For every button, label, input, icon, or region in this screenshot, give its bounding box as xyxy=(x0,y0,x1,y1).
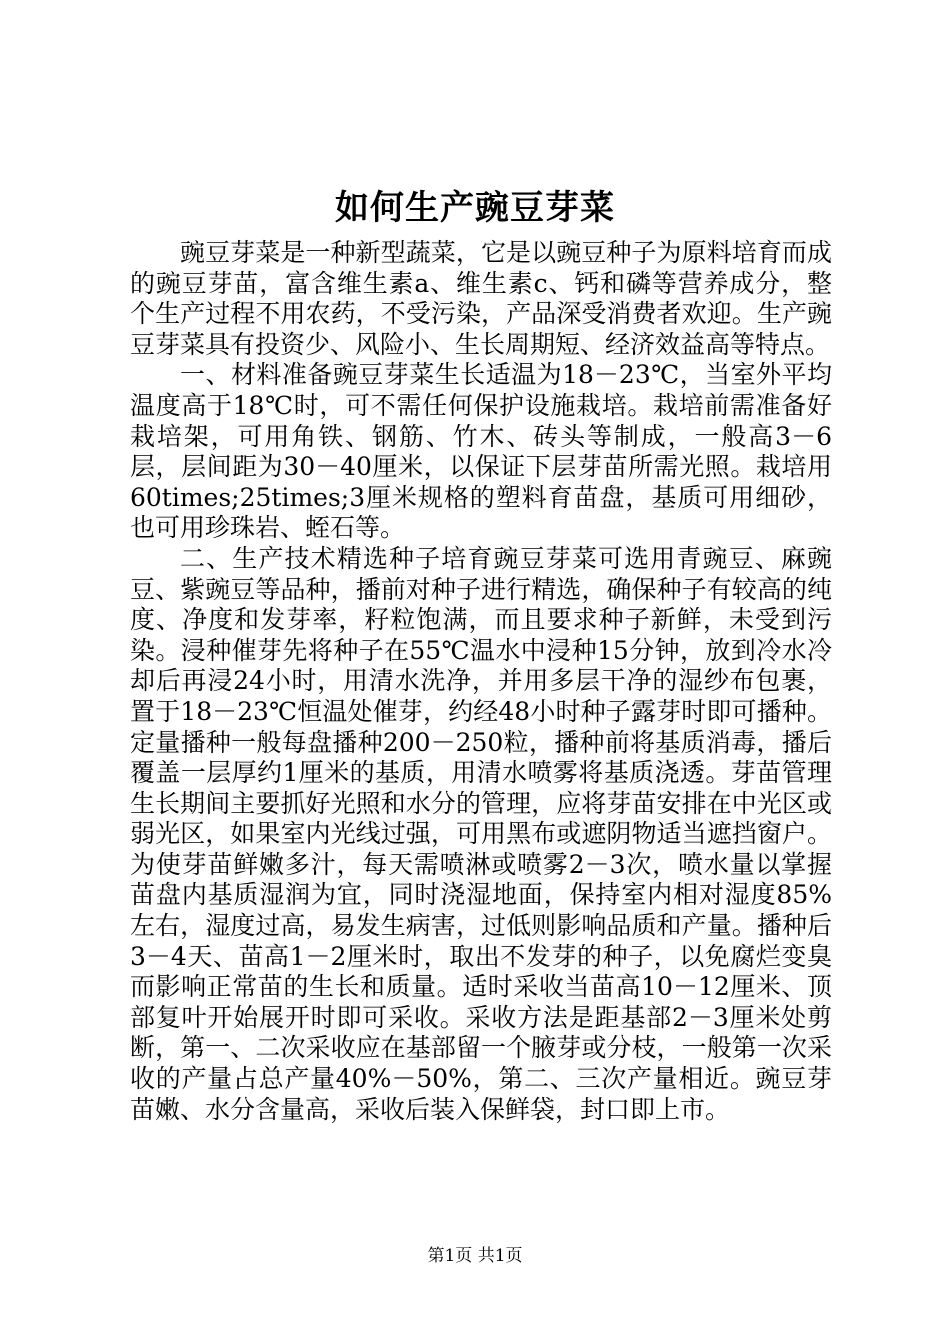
document-title: 如何生产豌豆芽菜 xyxy=(335,188,615,228)
document-body xyxy=(130,238,832,1125)
page-footer: 第1页 共1页 xyxy=(427,1246,523,1266)
paragraph-techniques: 二、生产技术精选种子培育豌豆芽菜可选用青豌豆、麻豌豆、紫豌豆等品种，播前对种子进行精选，确保种子有较高的纯度、净度和发芽率，籽粒饱满，而且要求种子新鲜，未受到污染。浸种催芽先将种子在55℃温水中浸种15分钟，放到冷水冷却后再浸24小时，用清水洗净，并用多层干净的湿纱布包裹，置于18－23℃恒温处催芽，约经48小时种子露芽时即可播种。定量播种一般每盘播种200－250粒，播种前将基质消毒，播后覆盖一层厚约1厘米的基质，用清水喷雾将基质浇透。芽苗管理生长期间主要抓好光照和水分的管理，应将芽苗安排在中光区或弱光区，如果室内光线过强，可用黑布或遮阴物适当遮挡窗户。为使芽苗鲜嫩多汁，每天需喷淋或喷雾2－3次，喷水量以掌握苗盘内基质湿润为宜，同时浇湿地面，保持室内相对湿度85%左右，湿度过高，易发生病害，过低则影响品质和产量。播种后3－4天、苗高1－2厘米时，取出不发芽的种子，以免腐烂变臭而影响正常苗的生长和质量。适时采收当苗高10－12厘米、顶部复叶开始展开时即可采收。采收方法是距基部2－3厘米处剪断，第一、二次采收应在基部留一个腋芽或分枝，一般第一次采收的产量占总产量40%－50%，第二、三次产量相近。豌豆芽苗嫩、水分含量高，采收后装入保鲜袋，封口即上市。 xyxy=(130,543,832,1124)
paragraph-materials: 一、材料准备豌豆芽菜生长适温为18－23℃，当室外平均温度高于18℃时，可不需任何保护设施栽培。栽培前需准备好栽培架，可用角铁、钢筋、竹木、砖头等制成，一般高3－6层，层间距为30－40厘米，以保证下层芽苗所需光照。栽培用60times;25times;3厘米规格的塑料育苗盘，基质可用细砂，也可用珍珠岩、蛭石等。 xyxy=(130,360,832,543)
paragraph-intro: 豌豆芽菜是一种新型蔬菜，它是以豌豆种子为原料培育而成的豌豆芽苗，富含维生素a、维生素c、钙和磷等营养成分，整个生产过程不用农药，不受污染，产品深受消费者欢迎。生产豌豆芽菜具有投资少、风险小、生长周期短、经济效益高等特点。 xyxy=(130,238,832,359)
